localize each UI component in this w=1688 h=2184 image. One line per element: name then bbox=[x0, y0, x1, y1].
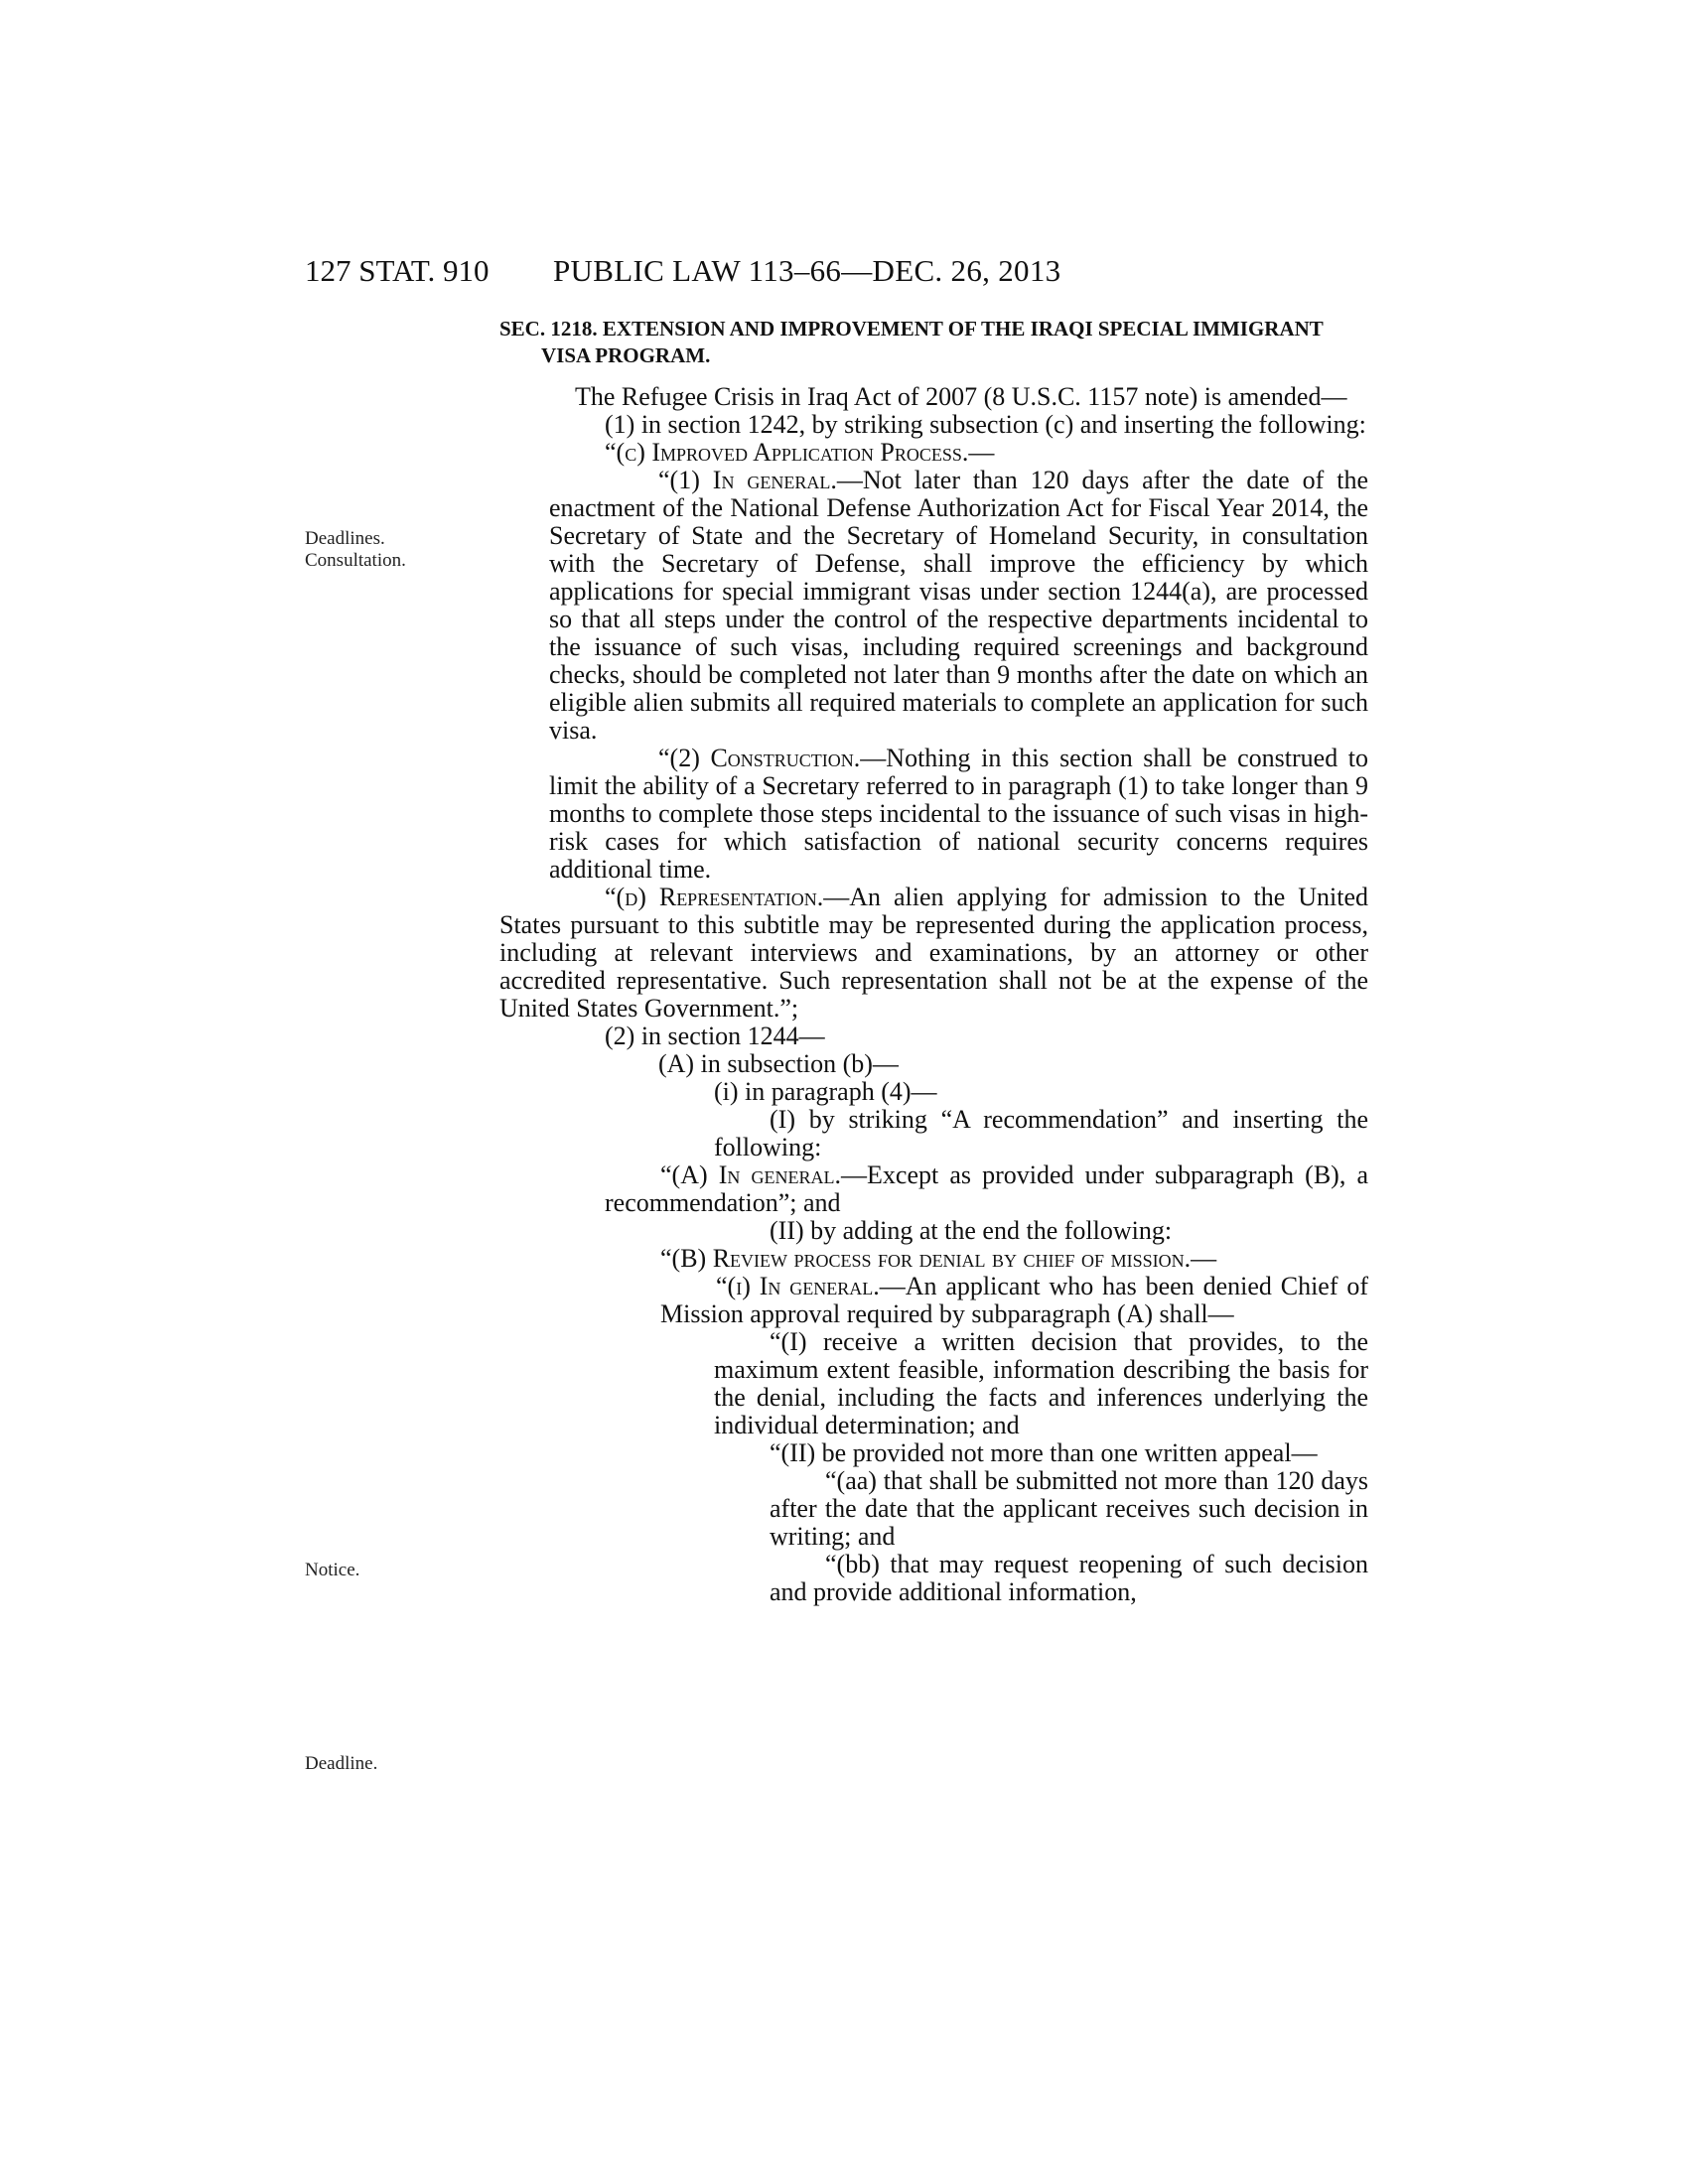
quoted-A-heading: “(A) In general. bbox=[660, 1160, 842, 1189]
margin-note-consultation: Consultation. bbox=[305, 550, 406, 571]
margin-note-deadlines: Deadlines. bbox=[305, 528, 385, 549]
quoted-A-body: —Except as provided under subparagraph (B), a recommendation”; and bbox=[605, 1160, 1368, 1217]
section-heading: SEC. 1218. EXTENSION AND IMPROVEMENT OF THE IRAQI SPECIAL IMMIGRANT VISA PROGRAM. bbox=[499, 317, 1324, 367]
quoted-B-i-body: —An applicant who has been denied Chief of Mission approval required by subparagraph (A) shall— bbox=[660, 1272, 1369, 1328]
c1-body: —Not later than 120 days after the date of the enactment of the National Defense Authorization Act for Fiscal Year 2014, the Secretary of State and the Secretary of Homeland Security, in consultation with the Secretary of Defense, shall improve the efficiency by which applications for special immigrant visas under section 1244(a), are processed so that all steps under the control of the respective departments incidental to the issuance of such visas, including required screenings and background checks, should be completed not later than 9 months after the date on which an eligible alien submits all required materials to complete an application for such visa. bbox=[549, 466, 1368, 745]
public-law-title: PUBLIC LAW 113–66—DEC. 26, 2013 bbox=[553, 253, 1061, 288]
amendment-2AiII: (II) by adding at the end the following: bbox=[770, 1216, 1173, 1245]
quoted-B-i-II: “(II) be provided not more than one written appeal— bbox=[770, 1438, 1318, 1467]
d-heading: “(d) Representation. bbox=[605, 883, 824, 911]
amendment-2Ai: (i) in paragraph (4)— bbox=[714, 1077, 937, 1106]
paragraph-c1 bbox=[499, 467, 1368, 745]
amendment-1: (1) in section 1242, by striking subsection (c) and inserting the following: bbox=[605, 410, 1366, 439]
c2-heading: “(2) Construction. bbox=[658, 744, 861, 772]
margin-note-notice: Notice. bbox=[305, 1560, 360, 1580]
quoted-B-dash: — bbox=[1191, 1244, 1217, 1273]
statute-citation: 127 STAT. 910 bbox=[305, 253, 490, 288]
amendment-2AiI: (I) by striking “A recommendation” and inserting the following: bbox=[714, 1105, 1368, 1161]
quoted-bb: “(bb) that may request reopening of such decision and provide additional information, bbox=[770, 1550, 1368, 1606]
subsection-d bbox=[499, 884, 1368, 1023]
subsection-c-title: “(c) Improved Application Process.— bbox=[605, 438, 995, 467]
margin-note-deadline: Deadline. bbox=[305, 1753, 378, 1774]
quoted-B bbox=[499, 1245, 1368, 1273]
paragraph-c2 bbox=[499, 745, 1368, 884]
quoted-A bbox=[499, 1161, 1368, 1217]
quoted-B-heading: “(B) Review process for denial by chief of mission. bbox=[660, 1244, 1192, 1273]
text-column bbox=[499, 316, 1368, 1606]
amendment-2: (2) in section 1244— bbox=[605, 1022, 825, 1050]
c2-body: —Nothing in this section shall be construed to limit the ability of a Secretary referred to in paragraph (1) to take longer than 9 months to complete those steps incidental to the issuance of such visas in high-risk cases for which satisfaction of national security concerns requires additional time. bbox=[549, 744, 1369, 884]
quoted-aa: “(aa) that shall be submitted not more than 120 days after the date that the applicant receives such decision in writing; and bbox=[770, 1466, 1368, 1551]
intro-paragraph: The Refugee Crisis in Iraq Act of 2007 (8 U.S.C. 1157 note) is amended— bbox=[575, 382, 1347, 411]
subsection-c-heading bbox=[499, 439, 1368, 467]
quoted-B-i-heading: “(i) In general. bbox=[716, 1272, 880, 1300]
quoted-B-i bbox=[499, 1273, 1368, 1328]
d-body: —An alien applying for admission to the United States pursuant to this subtitle may be represented during the application process, including at relevant interviews and examinations, by an attorney or other accredited representative. Such representation shall not be at the expense of the United States Government.”; bbox=[499, 883, 1368, 1023]
quoted-B-i-I: “(I) receive a written decision that provides, to the maximum extent feasible, information describing the basis for the denial, including the facts and inferences underlying the individual determination; and bbox=[714, 1327, 1368, 1439]
amendment-2A: (A) in subsection (b)— bbox=[658, 1049, 899, 1078]
c1-heading: “(1) In general. bbox=[658, 466, 837, 494]
page-header bbox=[305, 253, 1370, 293]
